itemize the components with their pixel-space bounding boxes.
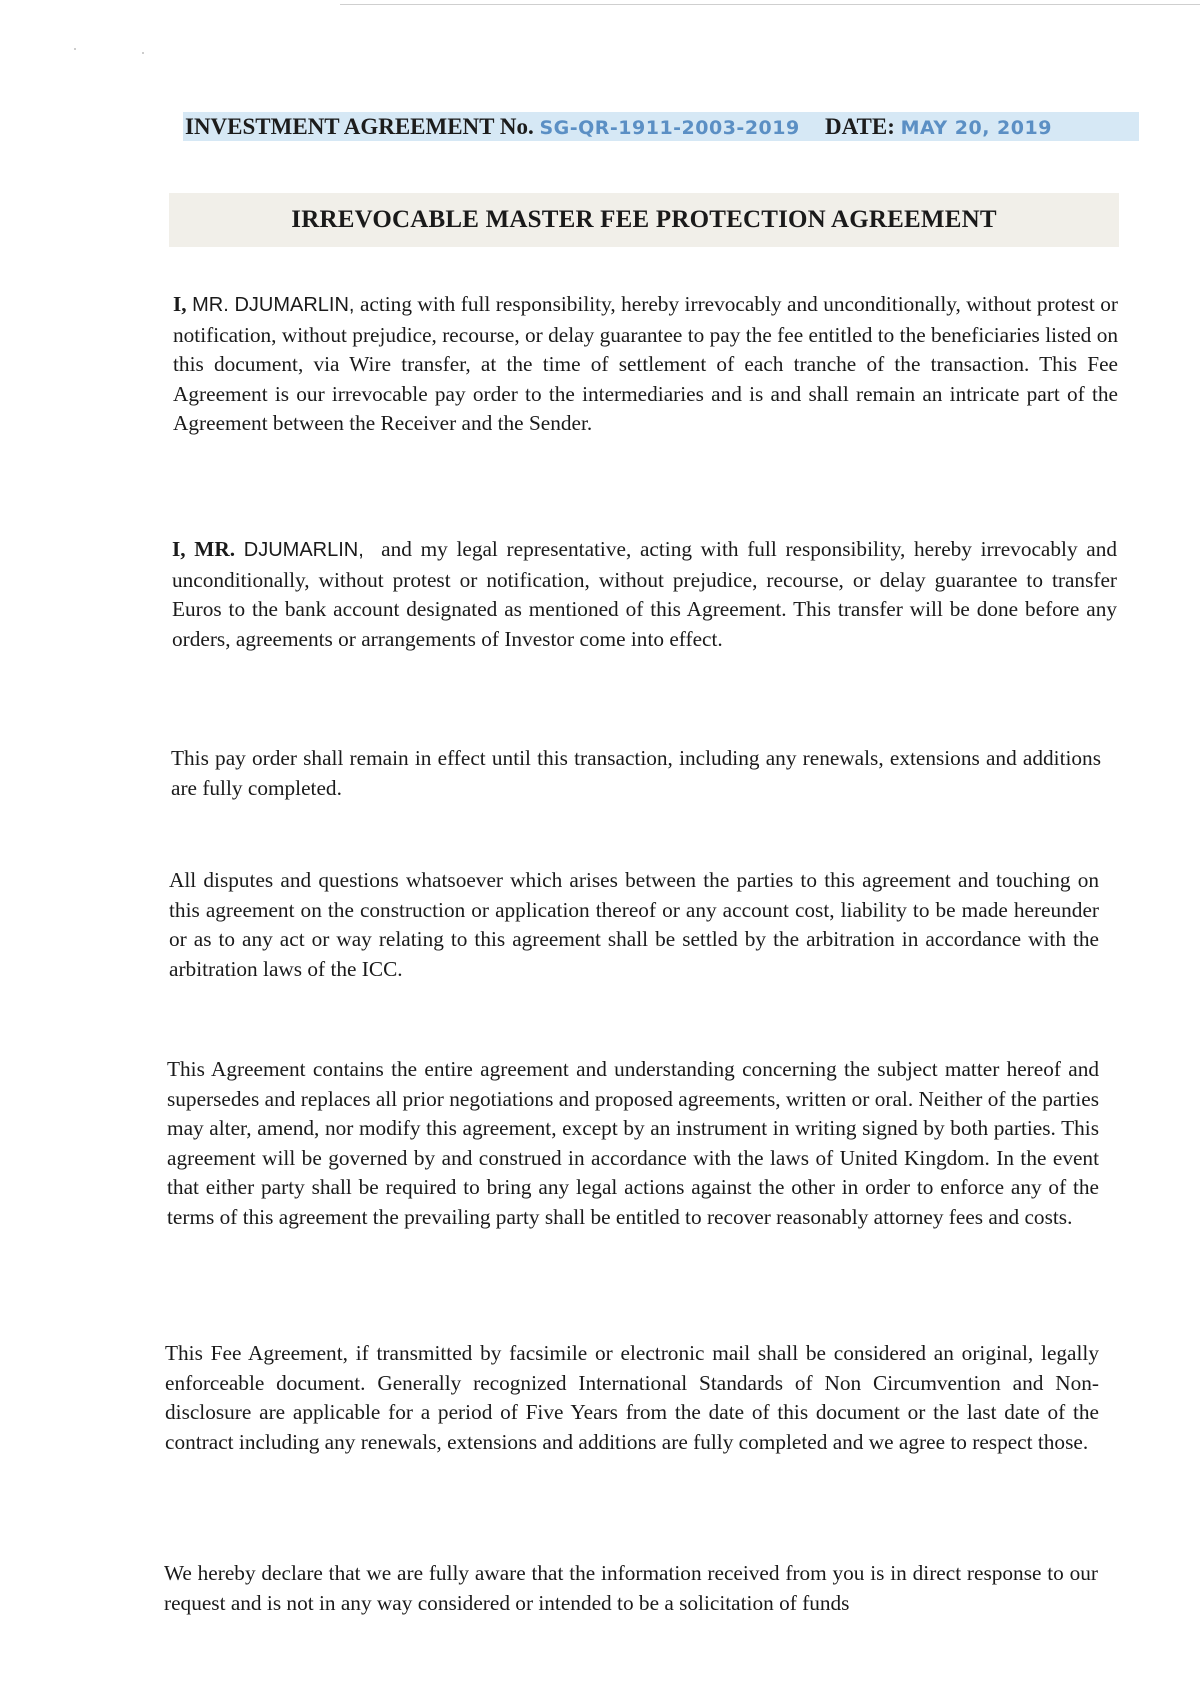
scan-speck xyxy=(142,52,144,54)
document-title: IRREVOCABLE MASTER FEE PROTECTION AGREEMENT xyxy=(169,193,1119,247)
agreement-date-group xyxy=(825,114,1052,140)
paragraph-transfer-guarantee xyxy=(172,535,1117,654)
paragraph-text: acting with full responsibility, hereby irrevocably and unconditionally, without protest or notification, without prejudice, recourse, or delay guarantee to pay the fee entitled to the beneficiaries listed on this document, via Wire transfer, at the time of settlement of each tranche of the transaction. This Fee Agreement is our irrevocable pay order to the intermediaries and is and shall remain an intricate part of the Agreement between the Receiver and the Sender. xyxy=(173,292,1118,436)
paragraph-lead: I, xyxy=(173,292,187,316)
page-top-rule xyxy=(340,4,1200,5)
guarantor-name: MR. DJUMARLIN, xyxy=(192,294,355,316)
paragraph-entire-agreement: This Agreement contains the entire agreement and understanding concerning the subject matter hereof and supersedes and replaces all prior negotiations and proposed agreements, written or oral. Neither of the parties may alter, amend, nor modify this agreement, except by an instrument in writing signed by both parties. This agreement will be governed by and construed in accordance with the laws of United Kingdom. In the event that either party shall be required to bring any legal actions against the other in order to enforce any of the terms of this agreement the prevailing party shall be entitled to recover reasonably attorney fees and costs. xyxy=(167,1057,1099,1229)
paragraph-disputes: All disputes and questions whatsoever which arises between the parties to this agreement and touching on this agreement on the construction or application thereof or any account cost, liability to be made hereunder or as to any act or way relating to this agreement shall be settled by the arbitration in accordance with the arbitration laws of the ICC. xyxy=(169,868,1099,981)
date-value: MAY 20, 2019 xyxy=(900,116,1052,139)
paragraph-declaration: We hereby declare that we are fully aware that the information received from you is in direct response to our request and is not in any way considered or intended to be a solicitation of funds xyxy=(164,1561,1098,1615)
agreement-number-label: INVESTMENT AGREEMENT No. xyxy=(185,113,534,139)
paragraph-lead: I, MR. xyxy=(172,537,236,561)
paragraph-pay-order-effect: This pay order shall remain in effect until this transaction, including any renewals, extensions and additions are fully completed. xyxy=(171,746,1101,800)
date-label: DATE: xyxy=(825,113,895,139)
paragraph-text: and my legal representative, acting with full responsibility, hereby irrevocably and unconditionally, without protest or notification, without prejudice, recourse, or delay guarantee to transfer Euros to the bank account designated as mentioned of this Agreement. This transfer will be done before any orders, agreements or arrangements of Investor come into effect. xyxy=(172,537,1118,651)
paragraph-fee-guarantee xyxy=(173,290,1118,439)
guarantor-name: DJUMARLIN, xyxy=(243,539,364,561)
paragraph-facsimile-validity: This Fee Agreement, if transmitted by facsimile or electronic mail shall be considered an original, legally enforceable document. Generally recognized International Standards of Non Circumvention and Non-disclosure are applicable for a period of Five Years from the date of this document or the last date of the contract including any renewals, extensions and additions are fully completed and we agree to respect those. xyxy=(165,1341,1099,1454)
agreement-number-value: SG-QR-1911-2003-2019 xyxy=(539,116,800,139)
agreement-header-bar xyxy=(183,112,1139,141)
agreement-number-group xyxy=(185,114,800,140)
scan-speck xyxy=(74,48,76,50)
